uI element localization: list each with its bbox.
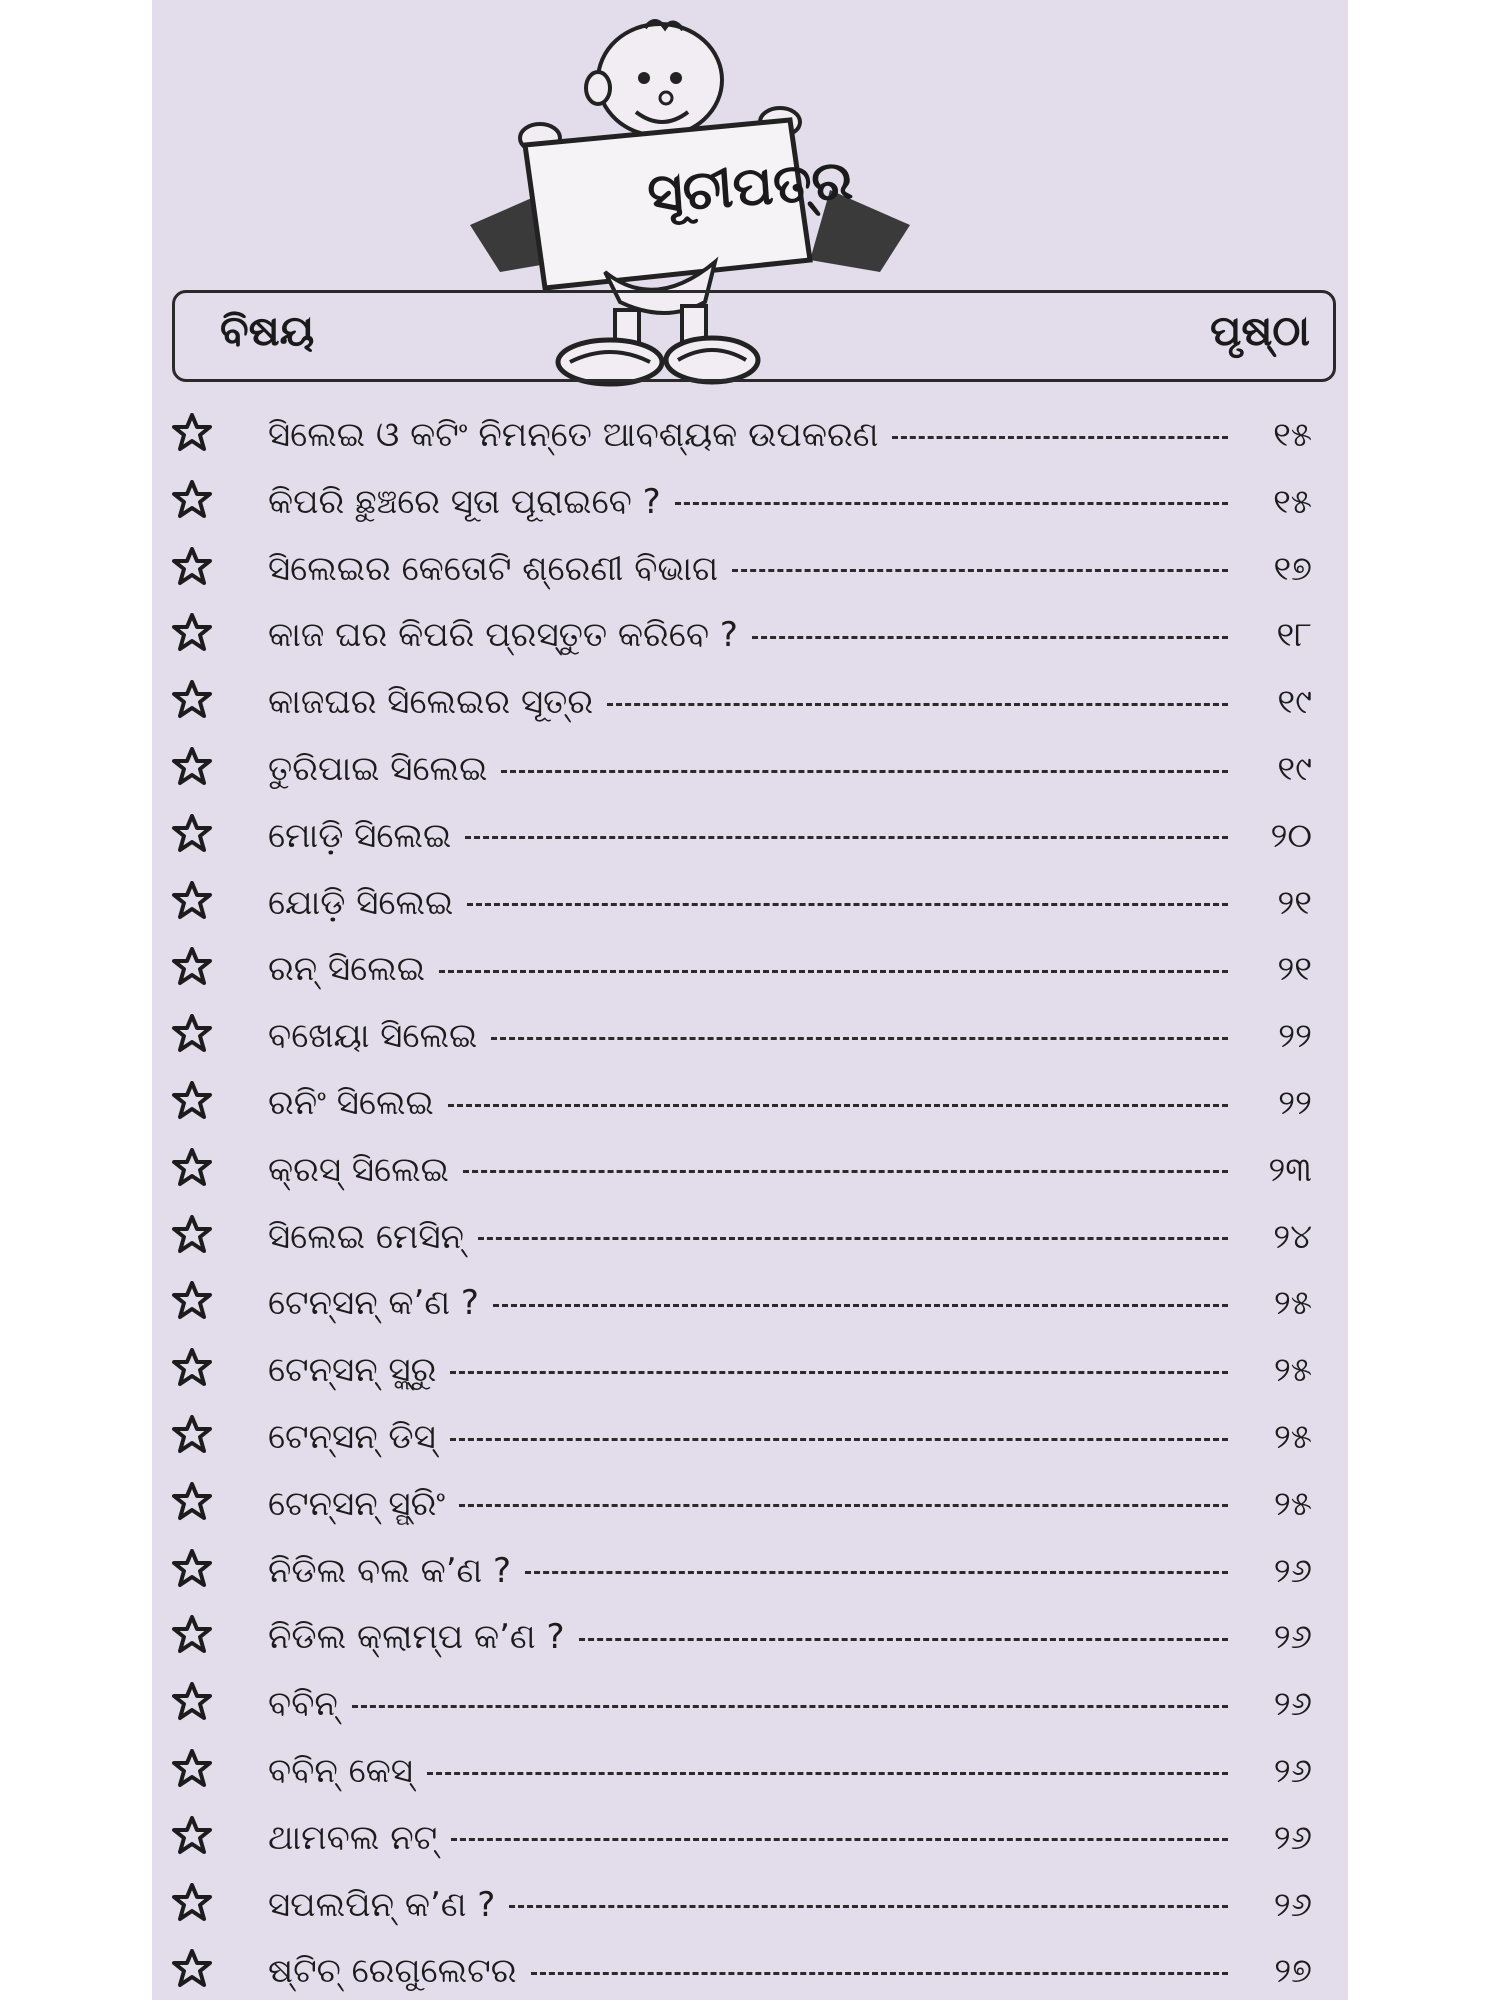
toc-entry-title: ରନ୍ ସିଲେଇ [268,949,426,990]
toc-row [172,669,1312,735]
star-bullet-icon [172,947,216,991]
toc-entry-page: ୨୫ [1273,1350,1312,1391]
dotted-leader [352,1705,1228,1708]
toc-row [172,602,1312,668]
toc-entry-title: ବଖେୟା ସିଲେଇ [268,1016,478,1057]
toc-row [172,1604,1312,1670]
toc-entry-title: ନିଡିଲ କ୍ଲାମ୍ପ କ’ଣ ? [268,1617,565,1658]
dotted-leader [579,1638,1229,1641]
toc-entry-title: ସିଲେଇର କେତୋଟି ଶ୍ରେଣୀ ବିଭାଗ [268,548,719,589]
toc-entry-title: ଟେନ୍‌ସନ୍ ସ୍କ୍ରୁ [268,1350,437,1391]
toc-entry-page: ୨୧ [1277,882,1312,923]
toc-entry-page: ୨୬ [1273,1817,1312,1858]
dotted-leader [675,502,1228,505]
toc-entry-title: ମୋଡ଼ି ସିଲେଇ [268,815,452,856]
toc-row [172,870,1312,936]
star-bullet-icon [172,881,216,925]
toc-row [172,1003,1312,1069]
star-bullet-icon [172,1749,216,1793]
dotted-leader [509,1905,1228,1908]
toc-entry-page: ୧୫ [1273,481,1312,522]
star-bullet-icon [172,1549,216,1593]
toc-entry-page: ୨୬ [1273,1884,1312,1925]
toc-row [172,1805,1312,1871]
star-bullet-icon [172,1348,216,1392]
toc-entry-title: ସପଲପିନ୍ କ’ଣ ? [268,1884,496,1925]
toc-row [172,1137,1312,1203]
toc-entry-title: ବବିନ୍ [268,1684,338,1725]
column-header-frame [172,290,1336,382]
toc-entry-page: ୨୭ [1274,1951,1312,1992]
toc-entry-page: ୨୫ [1273,1283,1312,1324]
toc-entry-title: ନିଡିଲ ବଲ କ’ଣ ? [268,1550,512,1591]
toc-entry-page: ୨୩ [1268,1149,1312,1190]
toc-entry-page: ୨୦ [1270,815,1312,856]
star-bullet-icon [172,1816,216,1860]
toc-entry-page: ୨୫ [1273,1417,1312,1457]
toc-entry-title: କ୍ରସ୍ ସିଲେଇ [268,1149,449,1190]
toc-entry-title: ଟେନ୍‌ସନ୍ ସ୍ପ୍ରିଂ [268,1483,446,1524]
toc-entry-page: ୧୮ [1276,615,1312,656]
toc-row [172,402,1312,468]
toc-entry-page: ୧୯ [1277,749,1312,789]
toc-entry-page: ୨୬ [1273,1550,1312,1591]
toc-entry-page: ୧୫ [1273,415,1312,455]
star-bullet-icon [172,814,216,858]
subject-column-label: ବିଷୟ [220,306,315,355]
toc-entry-page: ୧୭ [1273,548,1312,589]
toc-row [172,803,1312,869]
toc-entry-title: ଟେନ୍‌ସନ୍ ଡିସ୍ [268,1417,436,1457]
toc-row [172,1471,1312,1537]
toc-row [172,536,1312,602]
dotted-leader [448,1104,1228,1107]
toc-row [172,1738,1312,1804]
dotted-leader [463,1170,1228,1173]
dotted-leader [501,770,1228,773]
dotted-leader [478,1237,1228,1240]
dotted-leader [465,836,1228,839]
toc-entry-title: ଯୋଡ଼ି ସିଲେଇ [268,882,454,923]
page-column-label: ପୃଷ୍ଠା [1209,306,1310,355]
toc-entry-title: କାଜଘର ସିଲେଇର ସୂତ୍ର [268,682,594,723]
dotted-leader [467,903,1228,906]
dotted-leader [439,970,1228,973]
toc-entry-page: ୧୯ [1277,682,1312,723]
dotted-leader [752,636,1228,639]
toc-row [172,1404,1312,1470]
dotted-leader [427,1772,1228,1775]
star-bullet-icon [172,413,216,457]
toc-entry-page: ୨୬ [1273,1684,1312,1725]
toc-row [172,1538,1312,1604]
star-bullet-icon [172,547,216,591]
toc-entry-title: ଷ୍ଟିଚ୍ ରେଗୁଲେଟର [268,1951,517,1992]
toc-entry-title: ସିଲେଇ ଓ କଟିଂ ନିମନ୍ତେ ଆବଶ୍ୟକ ଉପକରଣ [268,415,879,455]
star-bullet-icon [172,680,216,724]
toc-row [172,1938,1312,2004]
toc-entry-title: ଟେନ୍‌ସନ୍ କ’ଣ ? [268,1283,479,1324]
star-bullet-icon [172,1148,216,1192]
star-bullet-icon [172,1281,216,1325]
toc-row [172,1204,1312,1270]
toc-entry-page: ୨୫ [1273,1483,1312,1524]
toc-row [172,736,1312,802]
toc-entry-page: ୨୨ [1278,1083,1312,1123]
dotted-leader [732,569,1228,572]
dotted-leader [892,436,1228,439]
toc-row [172,1337,1312,1403]
star-bullet-icon [172,1014,216,1058]
dotted-leader [531,1972,1228,1975]
toc-entry-page: ୨୬ [1273,1751,1312,1791]
toc-entry-page: ୨୧ [1277,949,1312,990]
toc-row [172,936,1312,1002]
toc-entry-title: ବବିନ୍ କେସ୍ [268,1751,413,1791]
toc-entry-title: ଥାମବଲ ନଟ୍ [268,1817,438,1858]
toc-row [172,1070,1312,1136]
toc-entry-title: କିପରି ଛୁଞ୍ଚରେ ସୂତା ପୂରାଇବେ ? [268,481,661,522]
dotted-leader [459,1504,1228,1507]
star-bullet-icon [172,1949,216,1993]
dotted-leader [525,1571,1228,1574]
toc-entry-page: ୨୨ [1278,1016,1312,1057]
dotted-leader [450,1371,1228,1374]
star-bullet-icon [172,747,216,791]
toc-entry-title: ତୁରିପାଇ ସିଲେଇ [268,749,488,789]
dotted-leader [451,1838,1228,1841]
star-bullet-icon [172,1682,216,1726]
star-bullet-icon [172,1215,216,1259]
star-bullet-icon [172,1883,216,1927]
star-bullet-icon [172,1482,216,1526]
star-bullet-icon [172,1615,216,1659]
toc-entry-page: ୨୪ [1273,1216,1312,1257]
toc-entry-title: ସିଲେଇ ମେସିନ୍ [268,1216,464,1257]
dotted-leader [491,1037,1228,1040]
contents-heading: ସୂଚୀପତ୍ର [645,147,855,226]
dotted-leader [493,1304,1228,1307]
star-bullet-icon [172,480,216,524]
toc-entry-title: କାଜ ଘର କିପରି ପ୍ରସ୍ତୁତ କରିବେ ? [268,615,738,656]
toc-row [172,1872,1312,1938]
toc-entry-title: ରନିଂ ସିଲେଇ [268,1083,434,1123]
star-bullet-icon [172,613,216,657]
toc-entry-page: ୨୬ [1273,1617,1312,1658]
toc-row [172,469,1312,535]
star-bullet-icon [172,1081,216,1125]
dotted-leader [450,1438,1228,1441]
dotted-leader [607,703,1228,706]
toc-row [172,1270,1312,1336]
toc-row [172,1671,1312,1737]
star-bullet-icon [172,1415,216,1459]
